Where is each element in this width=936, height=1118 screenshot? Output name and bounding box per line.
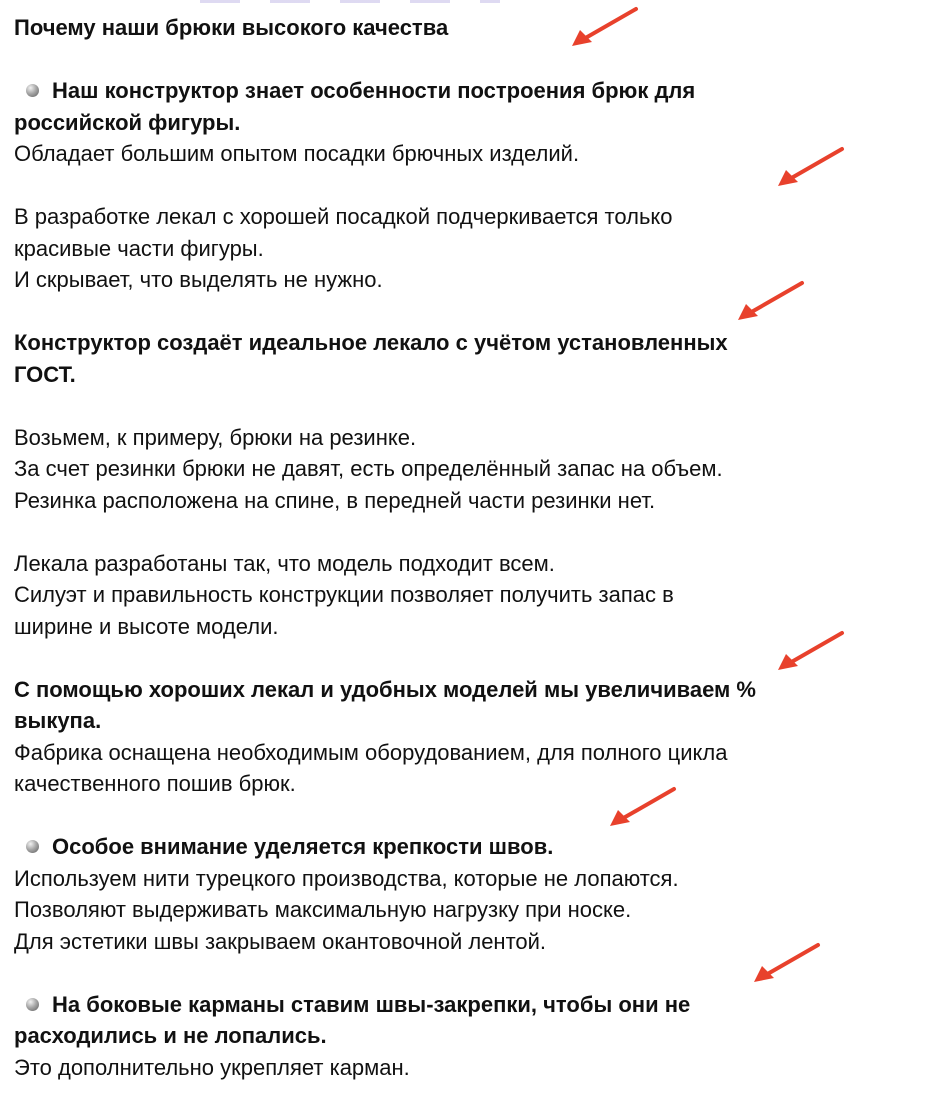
bold-statement: С помощью хороших лекал и удобных моделей мы увеличиваем %: [14, 676, 756, 702]
bullet-text: Наш конструктор знает особенности построения брюк для: [52, 78, 696, 103]
spacer: [14, 44, 924, 76]
paragraph-line: Резинка расположена на спине, в передней части резинки нет.: [14, 487, 656, 513]
bullet-text: Особое внимание уделяется крепкости швов.: [52, 834, 554, 859]
bullet-text: На боковые карманы ставим швы-закрепки, чтобы они не: [52, 991, 691, 1017]
bullet-icon: [26, 84, 39, 97]
annotation-arrow-icon: [774, 630, 846, 674]
paragraph-line: Это дополнительно укрепляет карман.: [14, 1054, 410, 1080]
annotation-arrow-icon: [568, 6, 640, 50]
annotation-arrow-icon: [750, 942, 822, 986]
paragraph-line: Обладает большим опытом посадки брючных изделий.: [14, 141, 580, 166]
paragraph-line: ширине и высоте модели.: [14, 613, 279, 639]
bullet-item-seams: [14, 831, 924, 863]
cropped-text-remnant: [200, 0, 500, 3]
paragraph-line: Для эстетики швы закрываем окантовочной лентой.: [14, 928, 547, 954]
paragraph-line: Возьмем, к примеру, брюки на резинке.: [14, 424, 417, 450]
paragraph-line: Фабрика оснащена необходимым оборудованием, для полного цикла: [14, 739, 728, 765]
paragraph-line: Позволяют выдерживать максимальную нагрузку при носке.: [14, 897, 632, 922]
bold-statement: выкупа.: [14, 708, 102, 733]
bullet-item-constructor: [14, 75, 924, 107]
bold-statement: Конструктор создаёт идеальное лекало с учётом установленных: [14, 330, 728, 355]
spacer: [14, 390, 924, 422]
paragraph-line: качественного пошив брюк.: [14, 771, 296, 796]
paragraph-line: Силуэт и правильность конструкции позволяет получить запас в: [14, 582, 674, 607]
bold-statement: ГОСТ.: [14, 361, 76, 387]
annotation-arrow-icon: [774, 146, 846, 190]
paragraph-line: Лекала разработаны так, что модель подходит всем.: [14, 550, 555, 576]
heading: Почему наши брюки высокого качества: [14, 15, 449, 40]
spacer: [14, 800, 924, 832]
bullet-text-continued: расходились и не лопались.: [14, 1023, 327, 1048]
bullet-icon: [26, 840, 39, 853]
paragraph-line: красивые части фигуры.: [14, 235, 264, 261]
paragraph-line: Используем нити турецкого производства, которые не лопаются.: [14, 865, 679, 891]
paragraph-line: И скрывает, что выделять не нужно.: [14, 267, 383, 292]
annotation-arrow-icon: [734, 280, 806, 324]
paragraph-line: За счет резинки брюки не давят, есть определённый запас на объем.: [14, 456, 723, 481]
bullet-icon: [26, 998, 39, 1011]
paragraph-line: В разработке лекал с хорошей посадкой подчеркивается только: [14, 204, 673, 229]
spacer: [14, 516, 924, 548]
bullet-text-continued: российской фигуры.: [14, 109, 241, 135]
annotation-arrow-icon: [606, 786, 678, 830]
bullet-item-pockets: [14, 989, 924, 1021]
